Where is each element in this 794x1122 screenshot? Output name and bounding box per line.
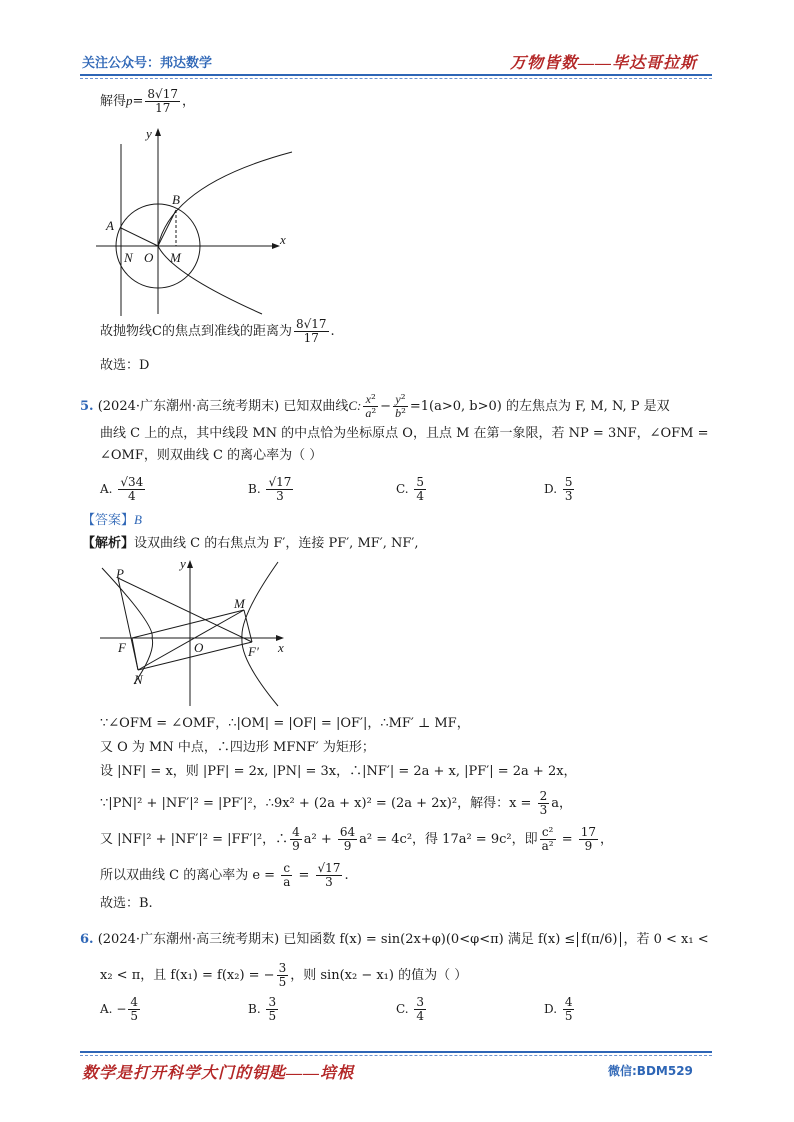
distance-fraction: $\frac{8√17}{17}$: [295, 317, 327, 345]
label-F: F: [118, 640, 126, 655]
figure-parabola-circle: [92, 124, 298, 320]
label-N: N: [134, 672, 143, 687]
hyperbola-right-branch: [242, 562, 278, 706]
segment-AO: [121, 228, 158, 246]
label-A: A: [106, 218, 114, 233]
equals-sign: =: [132, 94, 144, 109]
q5-analysis-intro: 【解析】设双曲线 C 的右焦点为 F′，连接 PF′, MF′, NF′,: [82, 536, 419, 551]
hyperbola-left-branch: [102, 568, 153, 684]
q5-line2: 曲线 C 上的点，其中线段 MN 的中点恰为坐标原点 O，且点 M 在第一象限，若 NP = 3NF，∠OFM =: [100, 426, 709, 441]
q5-step-1: ∵∠OFM = ∠OMF，∴|OM| = |OF| = |OF′|，∴MF′ ⊥ MF，: [100, 716, 470, 731]
q6-option-A[interactable]: A. − $\frac{4}{5}$: [100, 995, 139, 1023]
q5-option-C[interactable]: C. $\frac{5}{4}$: [396, 475, 425, 503]
q5-option-A[interactable]: A. $\frac{√34}{4}$: [100, 475, 144, 503]
q6-line1: 6. (2024·广东潮州·高三统考期末) 已知函数 f(x) = sin(2x+φ)(0<φ<π) 满足 f(x) ≤ f(π/6) ，若 0 < x₁ <: [80, 932, 709, 947]
label-B: B: [172, 192, 180, 207]
q5-step-4: ∵|PN|² + |NF′|² = |PF′|²，∴9x² + (2a + x)² = (2a + 2x)²，解得：x = $\frac{2}{3}$ a，: [100, 789, 572, 817]
label-F-prime: F′: [248, 644, 259, 659]
label-y: y: [180, 556, 186, 571]
label-x: x: [278, 640, 284, 655]
segment-FM: [132, 610, 244, 638]
header-rule: [80, 74, 712, 76]
q5-option-B[interactable]: B. $\frac{√17}{3}$: [248, 475, 292, 503]
q6-option-D[interactable]: D. $\frac{4}{5}$: [544, 995, 573, 1023]
y-arrow-icon: [187, 560, 193, 568]
q5-line1: 5. (2024·广东潮州·高三统考期末) 已知双曲线C: $\frac{\text{x²}}{\text{a²}}$ − $\frac{\text{y²}}{\text{b²}}$ =1(a>0, b>0) 的左焦点为 F, M, N, P 是双: [80, 392, 670, 420]
label-M: M: [170, 250, 181, 265]
q6-line2: x₂ < π，且 f(x₁) = f(x₂) = − $\frac{3}{5}$ ，则 sin(x₂ − x₁) 的值为（ ）: [100, 961, 468, 989]
q5-step-2: 又 O 为 MN 中点，∴四边形 MFNF′ 为矩形；: [100, 740, 375, 755]
q5-y-frac: $\frac{\text{y²}}{\text{b²}}$: [395, 392, 406, 420]
prev-distance-line: 故抛物线C的焦点到准线的距离为 $\frac{8√17}{17}$ .: [100, 317, 335, 345]
footer-rule: [80, 1051, 712, 1053]
q5-answer: 【答案】B: [82, 512, 142, 528]
q5-line3: ∠OMF，则双曲线 C 的离心率为（ ）: [100, 448, 323, 463]
x-arrow-icon: [272, 243, 280, 249]
q5-source: (2024·广东潮州·高三统考期末) 已知双曲线: [97, 399, 349, 414]
segment-FN: [132, 638, 138, 670]
figure-hyperbola: [92, 556, 294, 708]
label-x: x: [280, 232, 286, 247]
header-left-text: 关注公众号：邦达数学: [82, 56, 213, 71]
prev-solve-prefix: 解得: [100, 94, 127, 109]
prev-solution-line: 解得p= $\frac{8√17}{17}$ ，: [100, 87, 195, 115]
segment-NM: [138, 610, 244, 670]
q5-option-D[interactable]: D. $\frac{5}{3}$: [544, 475, 573, 503]
footer-quote: 数学是打开科学大门的钥匙——培根: [82, 1065, 355, 1082]
label-O: O: [144, 250, 154, 265]
prev-fraction: $\frac{8√17}{17}$: [147, 87, 178, 115]
header-rule-dashed: [80, 78, 712, 79]
q6-option-B[interactable]: B. $\frac{3}{5}$: [248, 995, 277, 1023]
label-P: P: [116, 566, 124, 581]
label-y: y: [146, 126, 152, 141]
q5-x-frac: $\frac{\text{x²}}{\text{a²}}$: [365, 392, 377, 420]
label-M: M: [234, 596, 245, 611]
q6-option-C[interactable]: C. $\frac{3}{4}$: [396, 995, 425, 1023]
q5-step-6: 所以双曲线 C 的离心率为 e = $\frac{c}{a}$ = $\frac{√17}{3}$ .: [100, 861, 349, 889]
q6-number: 6.: [80, 932, 94, 947]
label-N: N: [124, 250, 133, 265]
footer-rule-dashed: [80, 1055, 712, 1056]
distance-text: 故抛物线C的焦点到准线的距离为: [100, 324, 292, 339]
label-O: O: [194, 640, 204, 655]
q5-step-5: 又 |NF|² + |NF′|² = |FF′|²，∴ $\frac{4}{9}$ a² + $\frac{64}{9}$ a² = 4c²，得 17a² = 9c²，即 $\frac{\text{c²}}{\text{a²}}$ = $\frac{17}{9}$ ，: [100, 825, 614, 853]
y-arrow-icon: [155, 128, 161, 136]
q5-number: 5.: [80, 399, 94, 414]
header-right-motto: 万物皆数——毕达哥拉斯: [510, 55, 698, 72]
segment-OB: [158, 210, 176, 246]
p-variable: p: [126, 93, 133, 108]
segment-MFp: [244, 610, 252, 642]
footer-wechat: 微信:BDM529: [608, 1064, 693, 1078]
q5-choice: 故选：B.: [100, 896, 153, 911]
q5-step-3: 设 |NF| = x，则 |PF| = 2x, |PN| = 3x，∴|NF′| = 2a + x, |PF′| = 2a + 2x，: [100, 764, 577, 779]
q6-abs-value: f(π/6): [577, 932, 621, 947]
prev-choice: 故选：D: [100, 358, 150, 373]
